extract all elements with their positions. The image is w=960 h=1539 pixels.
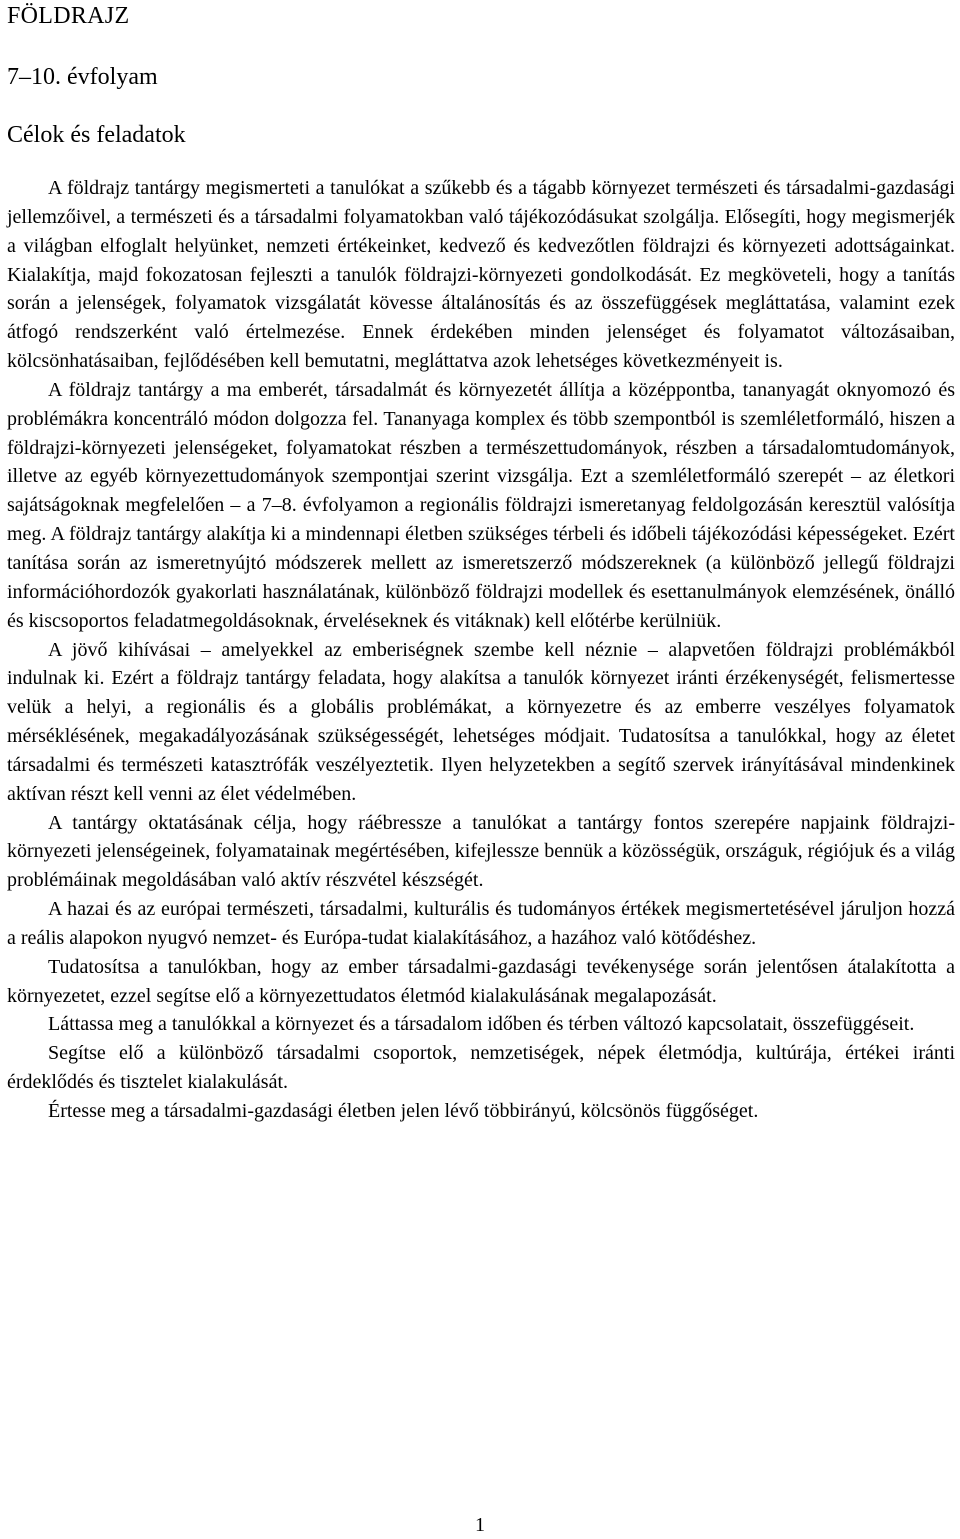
paragraph-relations: Láttassa meg a tanulókkal a környezet és a társadalom időben és térben változó kapcsolatait, összefüggéseit.: [48, 1013, 915, 1036]
paragraph-values: A hazai és az európai természeti, társadalmi, kulturális és tudományos értékek megismertetésével járuljon hozzá a reális alapokon nyugvó nemzet- és Európa-tudat kialakításához, a hazához való kötődéshez.: [7, 898, 955, 949]
subject-title: FÖLDRAJZ: [7, 3, 130, 29]
paragraph-environment: Tudatosítsa a tanulókban, hogy az ember társadalmi-gazdasági tevékenysége során jelentősen átalakította a környezetet, ezzel segítse elő a környezettudatos életmód kialakulásának megalapozását.: [7, 955, 955, 1007]
paragraph-cultures: Segítse elő a különböző társadalmi csoportok, nemzetiségek, népek életmódja, kultúrája, értékei iránti érdeklődés és tisztelet kialakulását.: [7, 1042, 955, 1094]
paragraph-intro: A földrajz tantárgy megismerteti a tanulókat a szűkebb és a tágabb környezet természeti és társadalmi-gazdasági jellemzőivel, a természeti és a társadalmi folyamatokban való tájékozódásukat szolgálja. Elősegíti, hogy megismerjék a világban elfoglalt helyünket, nemzeti értékeinket, kedvező és kedvezőtlen földrajzi és környezeti adottságainkat. Kialakítja, majd fokozatosan fejleszti a tanulók földrajzi-környezeti gondolkodását. Ez megköveteli, hogy a tanítás során a jelenségek, folyamatok vizsgálatát kövesse általánosítás és az összefüggések megláttatása, valamint ezek átfogó rendszerként való értelmezése. Ennek érdekében minden jelenséget és folyamatot változásaiban, kölcsönhatásaiban, fejlődésében kell bemutatni, megláttatva azok lehetséges következményeit is.: [7, 177, 955, 373]
paragraph-aim: A tantárgy oktatásának célja, hogy ráébressze a tanulókat a tantárgy fontos szerepére napjaink földrajzi-környezeti jelenségeinek, folyamatainak megértésében, kifejlessze bennük a közösségük, országuk, régiójuk és a világ problémáinak megoldásában való aktív részvétel készségét.: [7, 811, 955, 892]
document-page: [7, 0, 955, 1126]
section-heading: Célok és feladatok: [7, 122, 186, 148]
page-number: 1: [475, 1514, 485, 1536]
paragraph-curriculum: A földrajz tantárgy a ma emberét, társadalmát és környezetét állítja a középpontba, tananyagát oknyomozó és problémákra koncentráló módon dolgozza fel. Tananyaga komplex és több szempontból is szemléletformáló, hiszen a földrajzi-környezeti jelenségeket, folyamatokat részben a természettudományok, részben a társadalomtudományok, illetve az egyéb környezettudományok szempontjai szerint vizsgálja. Ezt a szemléletformáló szerepét – az életkori sajátságoknak megfelelően – a 7–8. évfolyamon a regionális földrajzi ismeretanyag feldolgozásán keresztül valósítja meg. A földrajz tantárgy alakítja ki a mindennapi életben szükséges térbeli és időbeli tájékozódási képességeket. Ezért tanítása során az ismeretnyújtó módszerek mellett az ismeretszerző módszereknek (a különböző jellegű földrajzi információhordozók gyakorlati használatának, különböző földrajzi modellek és esettanulmányok elemzésének, önálló és kiscsoportos feladatmegoldásoknak, érveléseknek és vitáknak) kell előtérbe kerülniük.: [7, 378, 955, 632]
grade-heading: 7–10. évfolyam: [7, 64, 158, 90]
body-text: [7, 174, 955, 1126]
paragraph-challenges: A jövő kihívásai – amelyekkel az emberiségnek szembe kell néznie – alapvetően földrajzi problémákból indulnak ki. Ezért a földrajz tantárgy feladata, hogy alakítsa a tanulók környezet iránti érzékenységét, felismertesse velük a helyi, a regionális és a globális problémákat, a környezetre és az emberre veszélyes folyamatok mérséklésének, megakadályozásának szükségességét, lehetséges módjait. Tudatosítsa a tanulókkal, hogy az életet társadalmi és természeti katasztrófák veszélyeztetik. Ilyen helyzetekben a segítő szervek irányításával mindenkinek aktívan részt kell venni az élet védelmében.: [7, 638, 955, 805]
paragraph-interdependence: Értesse meg a társadalmi-gazdasági életben jelen lévő többirányú, kölcsönös függőséget.: [48, 1100, 759, 1122]
